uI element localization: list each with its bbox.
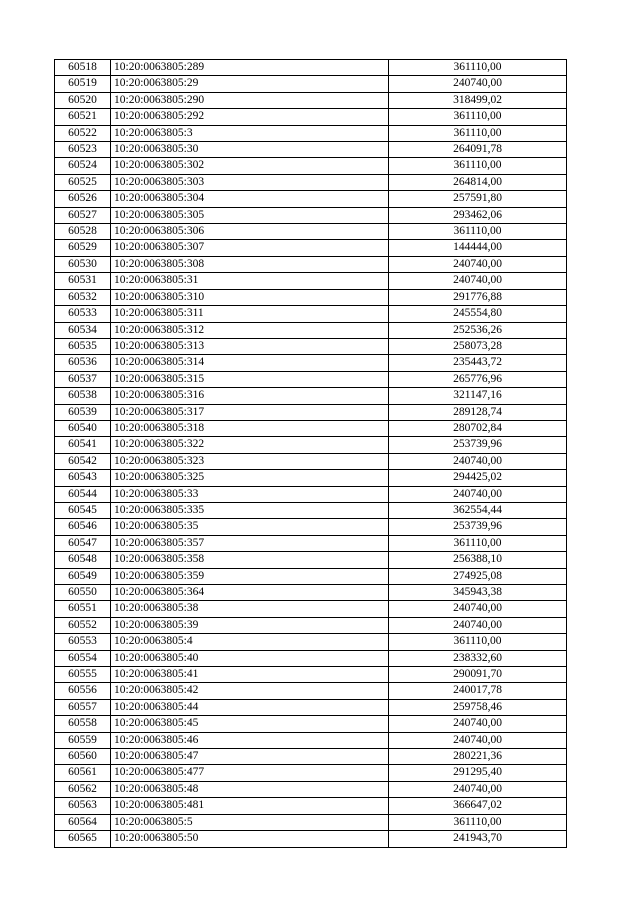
table-row (55, 92, 567, 108)
cadastral-number-cell: 10:20:0063805:312 (111, 322, 389, 338)
value-cell: 291295,40 (389, 765, 567, 781)
value-cell: 259758,46 (389, 699, 567, 715)
table-row (55, 634, 567, 650)
value-cell: 366647,02 (389, 798, 567, 814)
table-row (55, 109, 567, 125)
row-number-cell: 60526 (55, 191, 111, 207)
cadastral-number-cell: 10:20:0063805:30 (111, 142, 389, 158)
value-cell: 240740,00 (389, 256, 567, 272)
cadastral-number-cell: 10:20:0063805:311 (111, 306, 389, 322)
row-number-cell: 60551 (55, 601, 111, 617)
table-row (55, 699, 567, 715)
value-cell: 240740,00 (389, 486, 567, 502)
row-number-cell: 60527 (55, 207, 111, 223)
row-number-cell: 60556 (55, 683, 111, 699)
table-row (55, 683, 567, 699)
cadastral-number-cell: 10:20:0063805:322 (111, 437, 389, 453)
cadastral-number-cell: 10:20:0063805:325 (111, 470, 389, 486)
row-number-cell: 60529 (55, 240, 111, 256)
cadastral-number-cell: 10:20:0063805:4 (111, 634, 389, 650)
value-cell: 291776,88 (389, 289, 567, 305)
row-number-cell: 60560 (55, 749, 111, 765)
row-number-cell: 60535 (55, 338, 111, 354)
row-number-cell: 60549 (55, 568, 111, 584)
table-row (55, 125, 567, 141)
row-number-cell: 60557 (55, 699, 111, 715)
value-cell: 144444,00 (389, 240, 567, 256)
value-cell: 256388,10 (389, 552, 567, 568)
table-row (55, 224, 567, 240)
value-cell: 252536,26 (389, 322, 567, 338)
value-cell: 290091,70 (389, 667, 567, 683)
table-row (55, 322, 567, 338)
table-row (55, 191, 567, 207)
table-row (55, 519, 567, 535)
table-row (55, 158, 567, 174)
value-cell: 264091,78 (389, 142, 567, 158)
table-row (55, 765, 567, 781)
cadastral-number-cell: 10:20:0063805:335 (111, 502, 389, 518)
value-cell: 318499,02 (389, 92, 567, 108)
cadastral-number-cell: 10:20:0063805:35 (111, 519, 389, 535)
table-row (55, 371, 567, 387)
cadastral-number-cell: 10:20:0063805:48 (111, 781, 389, 797)
cadastral-number-cell: 10:20:0063805:359 (111, 568, 389, 584)
row-number-cell: 60562 (55, 781, 111, 797)
row-number-cell: 60523 (55, 142, 111, 158)
row-number-cell: 60564 (55, 814, 111, 830)
cadastral-number-cell: 10:20:0063805:5 (111, 814, 389, 830)
table-row (55, 174, 567, 190)
value-cell: 361110,00 (389, 814, 567, 830)
table-row (55, 273, 567, 289)
row-number-cell: 60561 (55, 765, 111, 781)
value-cell: 253739,96 (389, 437, 567, 453)
value-cell: 240740,00 (389, 76, 567, 92)
cadastral-number-cell: 10:20:0063805:364 (111, 585, 389, 601)
cadastral-number-cell: 10:20:0063805:290 (111, 92, 389, 108)
table-row (55, 831, 567, 847)
table-row (55, 420, 567, 436)
value-cell: 274925,08 (389, 568, 567, 584)
row-number-cell: 60558 (55, 716, 111, 732)
row-number-cell: 60548 (55, 552, 111, 568)
cadastral-number-cell: 10:20:0063805:313 (111, 338, 389, 354)
row-number-cell: 60540 (55, 420, 111, 436)
table-row (55, 798, 567, 814)
table-row (55, 142, 567, 158)
row-number-cell: 60538 (55, 388, 111, 404)
cadastral-number-cell: 10:20:0063805:39 (111, 617, 389, 633)
row-number-cell: 60565 (55, 831, 111, 847)
cadastral-number-cell: 10:20:0063805:306 (111, 224, 389, 240)
table-row (55, 732, 567, 748)
cadastral-number-cell: 10:20:0063805:46 (111, 732, 389, 748)
cadastral-number-cell: 10:20:0063805:317 (111, 404, 389, 420)
cadastral-number-cell: 10:20:0063805:314 (111, 355, 389, 371)
value-cell: 294425,02 (389, 470, 567, 486)
table-row (55, 388, 567, 404)
cadastral-number-cell: 10:20:0063805:303 (111, 174, 389, 190)
table-row (55, 650, 567, 666)
cadastral-number-cell: 10:20:0063805:31 (111, 273, 389, 289)
value-cell: 361110,00 (389, 125, 567, 141)
value-cell: 289128,74 (389, 404, 567, 420)
cadastral-number-cell: 10:20:0063805:316 (111, 388, 389, 404)
value-cell: 235443,72 (389, 355, 567, 371)
value-cell: 240740,00 (389, 716, 567, 732)
table-row (55, 568, 567, 584)
value-cell: 293462,06 (389, 207, 567, 223)
value-cell: 321147,16 (389, 388, 567, 404)
table-row (55, 552, 567, 568)
value-cell: 280702,84 (389, 420, 567, 436)
table-row (55, 486, 567, 502)
table-row (55, 601, 567, 617)
cadastral-number-cell: 10:20:0063805:47 (111, 749, 389, 765)
row-number-cell: 60524 (55, 158, 111, 174)
table-body (55, 60, 567, 848)
row-number-cell: 60533 (55, 306, 111, 322)
value-cell: 361110,00 (389, 158, 567, 174)
table-row (55, 667, 567, 683)
table-row (55, 338, 567, 354)
table-row (55, 535, 567, 551)
cadastral-number-cell: 10:20:0063805:302 (111, 158, 389, 174)
table-row (55, 585, 567, 601)
cadastral-number-cell: 10:20:0063805:307 (111, 240, 389, 256)
table-row (55, 453, 567, 469)
cadastral-number-cell: 10:20:0063805:45 (111, 716, 389, 732)
cadastral-number-cell: 10:20:0063805:33 (111, 486, 389, 502)
table-row (55, 207, 567, 223)
value-cell: 241943,70 (389, 831, 567, 847)
value-cell: 253739,96 (389, 519, 567, 535)
table-row (55, 814, 567, 830)
row-number-cell: 60521 (55, 109, 111, 125)
cadastral-number-cell: 10:20:0063805:292 (111, 109, 389, 125)
table-row (55, 240, 567, 256)
value-cell: 345943,38 (389, 585, 567, 601)
row-number-cell: 60536 (55, 355, 111, 371)
value-cell: 258073,28 (389, 338, 567, 354)
row-number-cell: 60545 (55, 502, 111, 518)
value-cell: 362554,44 (389, 502, 567, 518)
value-cell: 240740,00 (389, 601, 567, 617)
row-number-cell: 60553 (55, 634, 111, 650)
row-number-cell: 60543 (55, 470, 111, 486)
cadastral-number-cell: 10:20:0063805:38 (111, 601, 389, 617)
row-number-cell: 60563 (55, 798, 111, 814)
cadastral-number-cell: 10:20:0063805:304 (111, 191, 389, 207)
table-row (55, 355, 567, 371)
row-number-cell: 60519 (55, 76, 111, 92)
cadastral-number-cell: 10:20:0063805:29 (111, 76, 389, 92)
row-number-cell: 60518 (55, 60, 111, 76)
cadastral-number-cell: 10:20:0063805:310 (111, 289, 389, 305)
table-row (55, 437, 567, 453)
row-number-cell: 60534 (55, 322, 111, 338)
cadastral-number-cell: 10:20:0063805:318 (111, 420, 389, 436)
table-row (55, 716, 567, 732)
value-cell: 238332,60 (389, 650, 567, 666)
value-cell: 240740,00 (389, 617, 567, 633)
row-number-cell: 60544 (55, 486, 111, 502)
document-page (54, 59, 567, 848)
cadastral-number-cell: 10:20:0063805:315 (111, 371, 389, 387)
table-row (55, 76, 567, 92)
value-cell: 361110,00 (389, 224, 567, 240)
row-number-cell: 60539 (55, 404, 111, 420)
row-number-cell: 60525 (55, 174, 111, 190)
row-number-cell: 60537 (55, 371, 111, 387)
row-number-cell: 60559 (55, 732, 111, 748)
table-row (55, 470, 567, 486)
table-row (55, 502, 567, 518)
cadastral-number-cell: 10:20:0063805:305 (111, 207, 389, 223)
cadastral-number-cell: 10:20:0063805:42 (111, 683, 389, 699)
cadastral-value-table (54, 59, 567, 848)
table-row (55, 404, 567, 420)
cadastral-number-cell: 10:20:0063805:41 (111, 667, 389, 683)
cadastral-number-cell: 10:20:0063805:357 (111, 535, 389, 551)
value-cell: 240740,00 (389, 453, 567, 469)
table-row (55, 617, 567, 633)
cadastral-number-cell: 10:20:0063805:308 (111, 256, 389, 272)
row-number-cell: 60554 (55, 650, 111, 666)
table-row (55, 289, 567, 305)
value-cell: 361110,00 (389, 109, 567, 125)
table-row (55, 256, 567, 272)
table-row (55, 781, 567, 797)
row-number-cell: 60542 (55, 453, 111, 469)
table-row (55, 749, 567, 765)
value-cell: 265776,96 (389, 371, 567, 387)
value-cell: 361110,00 (389, 535, 567, 551)
value-cell: 264814,00 (389, 174, 567, 190)
row-number-cell: 60546 (55, 519, 111, 535)
value-cell: 361110,00 (389, 634, 567, 650)
value-cell: 257591,80 (389, 191, 567, 207)
cadastral-number-cell: 10:20:0063805:289 (111, 60, 389, 76)
value-cell: 240017,78 (389, 683, 567, 699)
row-number-cell: 60531 (55, 273, 111, 289)
row-number-cell: 60541 (55, 437, 111, 453)
row-number-cell: 60520 (55, 92, 111, 108)
cadastral-number-cell: 10:20:0063805:40 (111, 650, 389, 666)
row-number-cell: 60547 (55, 535, 111, 551)
row-number-cell: 60528 (55, 224, 111, 240)
value-cell: 240740,00 (389, 781, 567, 797)
value-cell: 240740,00 (389, 273, 567, 289)
value-cell: 361110,00 (389, 60, 567, 76)
value-cell: 280221,36 (389, 749, 567, 765)
row-number-cell: 60532 (55, 289, 111, 305)
row-number-cell: 60550 (55, 585, 111, 601)
value-cell: 245554,80 (389, 306, 567, 322)
cadastral-number-cell: 10:20:0063805:44 (111, 699, 389, 715)
cadastral-number-cell: 10:20:0063805:323 (111, 453, 389, 469)
row-number-cell: 60552 (55, 617, 111, 633)
table-row (55, 60, 567, 76)
row-number-cell: 60522 (55, 125, 111, 141)
cadastral-number-cell: 10:20:0063805:477 (111, 765, 389, 781)
cadastral-number-cell: 10:20:0063805:481 (111, 798, 389, 814)
cadastral-number-cell: 10:20:0063805:3 (111, 125, 389, 141)
row-number-cell: 60530 (55, 256, 111, 272)
cadastral-number-cell: 10:20:0063805:358 (111, 552, 389, 568)
table-row (55, 306, 567, 322)
cadastral-number-cell: 10:20:0063805:50 (111, 831, 389, 847)
row-number-cell: 60555 (55, 667, 111, 683)
value-cell: 240740,00 (389, 732, 567, 748)
